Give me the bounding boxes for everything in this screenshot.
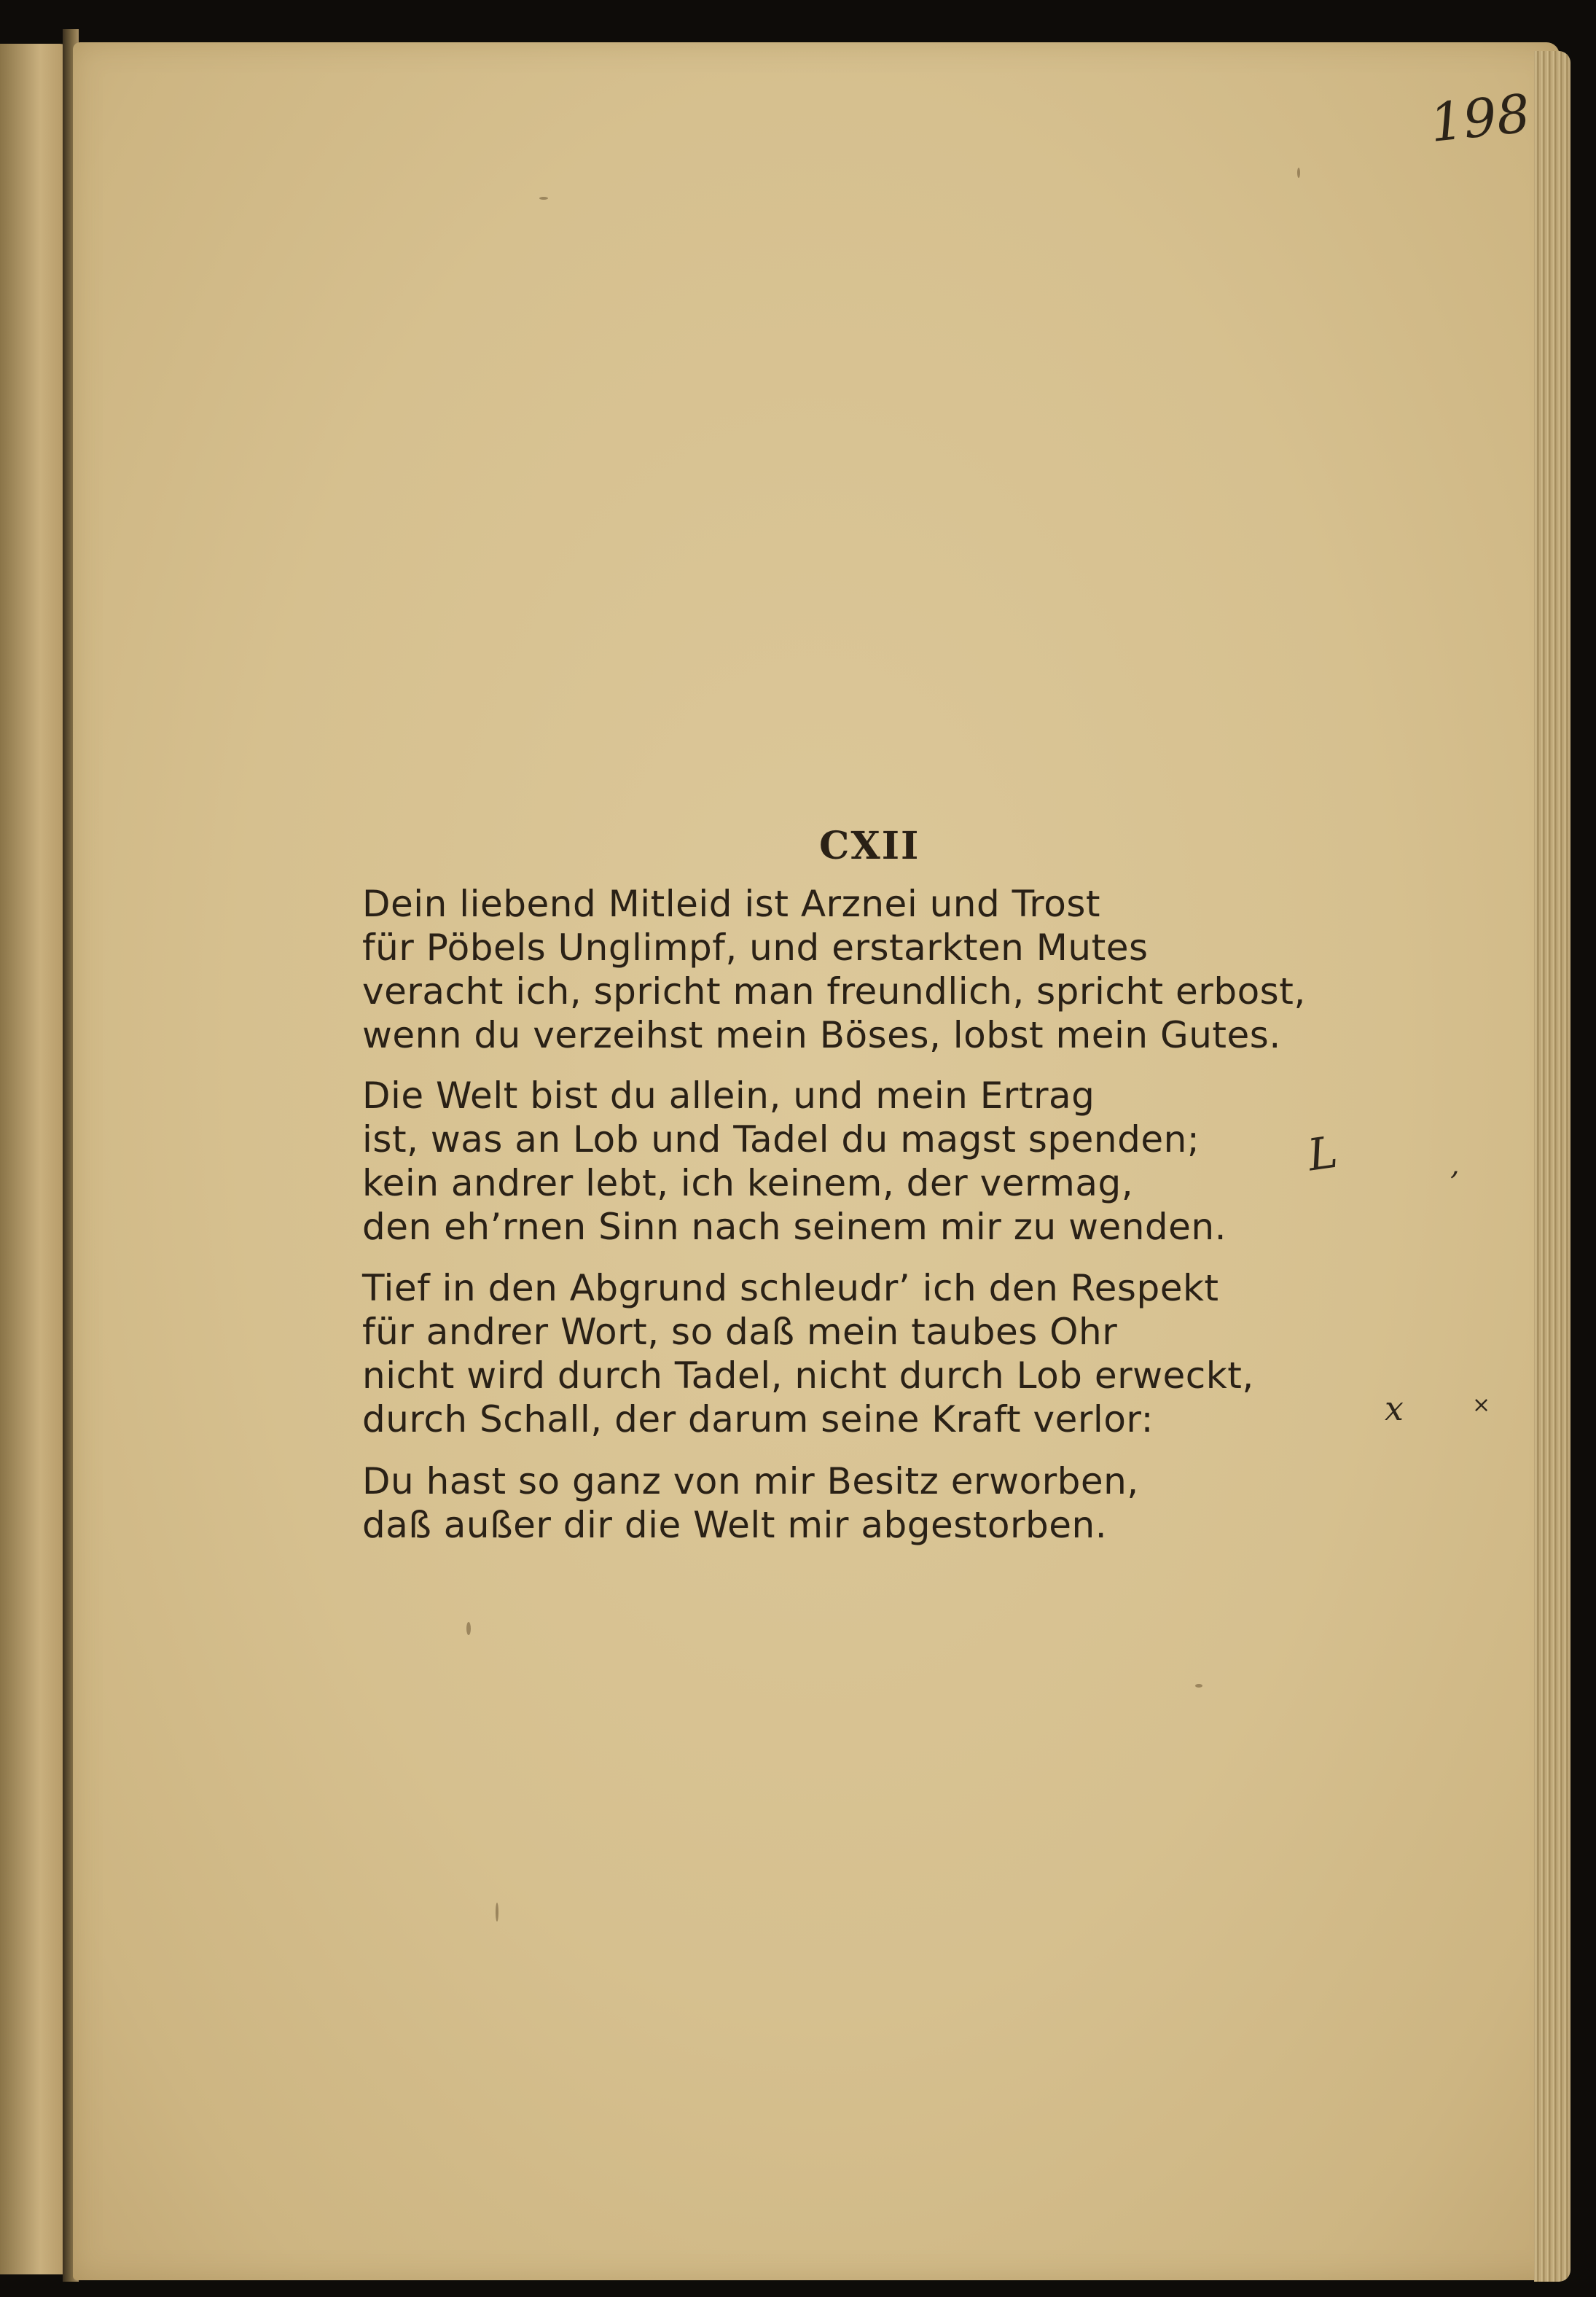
poem-line: nicht wird durch Tadel, nicht durch Lob erweckt, <box>362 1354 1254 1397</box>
handwritten-page-number: 198 <box>1426 82 1533 154</box>
poem-line: Die Welt bist du allein, und mein Ertrag <box>362 1075 1095 1117</box>
poem-line: für Pöbels Unglimpf, und erstarkten Mutes <box>362 927 1149 969</box>
paper-speck <box>496 1903 498 1922</box>
poem-line: wenn du verzeihst mein Böses, lobst mein Gutes. <box>362 1014 1281 1056</box>
paper-speck <box>466 1622 471 1635</box>
paper-speck <box>1297 168 1300 178</box>
margin-cross-mark: × <box>1472 1392 1491 1418</box>
poem-line: kein andrer lebt, ich keinem, der vermag, <box>362 1162 1134 1204</box>
poem-line: Du hast so ganz von mir Besitz erworben, <box>362 1460 1139 1502</box>
page-fore-edge <box>1534 51 1570 2282</box>
poem-line: Tief in den Abgrund schleudr’ ich den Respekt <box>362 1267 1219 1309</box>
stanza-3 <box>362 1266 1254 1441</box>
poem-line: Dein liebend Mitleid ist Arznei und Trost <box>362 883 1101 925</box>
margin-tick-mark: , <box>1450 1148 1460 1182</box>
handwritten-margin-cross: x <box>1385 1389 1404 1428</box>
poem-line: veracht ich, spricht man freundlich, spricht erbost, <box>362 970 1306 1013</box>
poem-line: den eh’rnen Sinn nach seinem mir zu wenden. <box>362 1206 1227 1248</box>
poem-line: ist, was an Lob und Tadel du magst spenden; <box>362 1118 1200 1161</box>
poem-line: durch Schall, der darum seine Kraft verlor: <box>362 1398 1154 1440</box>
stanza-1 <box>362 882 1306 1057</box>
poem-line: für andrer Wort, so daß mein taubes Ohr <box>362 1311 1118 1353</box>
stanza-2 <box>362 1074 1227 1249</box>
handwritten-margin-note: L <box>1304 1126 1341 1182</box>
poem-line: daß außer dir die Welt mir abgestorben. <box>362 1504 1108 1546</box>
paper-speck <box>1195 1684 1202 1688</box>
stanza-4-couplet <box>362 1459 1139 1547</box>
paper-speck <box>539 197 548 200</box>
poem-title: CXII <box>819 824 920 868</box>
left-page-edge <box>0 44 73 2274</box>
